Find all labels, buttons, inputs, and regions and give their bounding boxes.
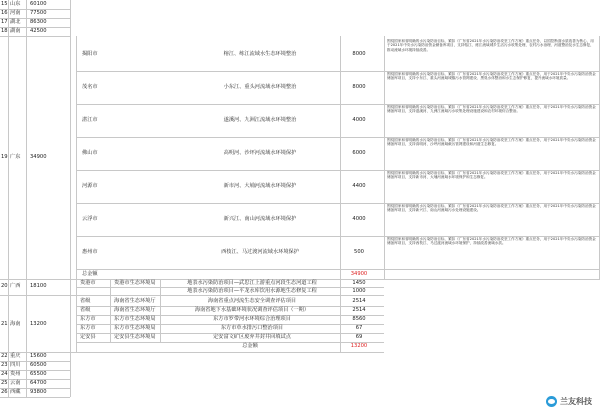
province-amount: 60100: [30, 1, 47, 7]
project-name: 海南省地下水基础环境状况调查评估项目（一期）: [194, 307, 310, 313]
grid-line: [0, 36, 70, 37]
project-amount: 8560: [352, 316, 366, 322]
project-city: 省级: [80, 307, 91, 313]
province-name: 广东: [10, 153, 21, 160]
row-number: 18: [1, 28, 8, 34]
project-description: 围绕国家和省明确的水污染防治目标，紧扣《广东省2021年水污染防治攻坚工作方案》重点任务，以国控断面水质改善为核心，用于2021年中央水污染防治资金储备库项目，支持榕江、练江流域城乡生活污水收集处理、农村污水治理、河道整治及水生态修复，推动流域水环境持续改善。: [387, 39, 594, 52]
grid-line: [160, 295, 161, 342]
province-name: 云南: [10, 380, 21, 386]
row-number: 17: [1, 19, 8, 25]
project-name: 地表水污染防治项目—平龙水库饮用水源地生态修复工程: [187, 288, 317, 294]
project-city: 惠州市: [82, 248, 98, 255]
project-name: 西枝江、马过渡河流域水环境保护: [221, 248, 299, 255]
grid-line: [0, 397, 70, 398]
province-amount: 18100: [30, 283, 47, 289]
row-number: 20: [1, 283, 8, 289]
project-city: 茂名市: [82, 83, 98, 90]
province-amount: 15600: [30, 353, 47, 359]
project-description: 围绕国家和省明确的水污染防治目标，紧扣《广东省2021年水污染防治攻坚工作方案》重点任务，用于2021年中央水污染防治资金储备库项目，支持新兴江、南山河流域污水处理设施建设。: [387, 204, 596, 213]
project-name: 定安富文矿区废弃井封井回填试点: [213, 334, 291, 340]
row-number: 26: [1, 389, 8, 395]
project-amount: 67: [355, 325, 363, 331]
province-amount: 64700: [30, 380, 47, 386]
project-description: 围绕国家和省明确的水污染防治目标，紧扣《广东省2021年水污染防治攻坚工作方案》重点任务，用于2021年中央水污染防治资金储备库项目，支持新市河、大埔河流域水环境保护和生态修复。: [387, 171, 596, 180]
project-amount: 8000: [352, 83, 366, 90]
column-divider: [26, 0, 27, 397]
project-amount: 1450: [352, 280, 366, 286]
project-name: 遂溪河、九洲江流域水环境整治: [223, 116, 297, 123]
province-name: 西藏: [10, 389, 21, 395]
grid-line: [76, 295, 77, 352]
grid-line: [76, 342, 384, 343]
total-amount: 13200: [350, 343, 368, 349]
province-amount: 42500: [30, 28, 47, 34]
project-city: 东方市: [80, 316, 96, 322]
grid-line: [76, 279, 77, 295]
project-city: 省级: [80, 298, 91, 304]
project-name: 高明河、沙坪河流域水环境保护: [223, 149, 297, 156]
province-amount: 86300: [30, 19, 47, 25]
province-amount: 93800: [30, 389, 47, 395]
province-name: 山东: [10, 1, 21, 7]
project-city: 佛山市: [82, 149, 98, 156]
project-city: 湛江市: [82, 116, 98, 123]
project-name: 榕江、练江流域水生态环境整治: [223, 50, 297, 57]
grid-line: [0, 352, 384, 353]
project-amount: 4000: [352, 215, 366, 222]
grid-line: [340, 295, 341, 352]
project-description: 围绕国家和省明确的水污染防治目标，紧扣《广东省2021年水污染防治攻坚工作方案》重点任务，用于2021年中央水污染防治资金储备库项目，支持高明河、沙坪河流域截污管网建设和河道生态修复。: [387, 138, 596, 147]
project-city: 定安县: [80, 334, 96, 340]
watermark-text: 兰友科技: [560, 397, 592, 406]
grid-line: [110, 279, 111, 295]
project-description: 围绕国家和省明确的水污染防治目标，紧扣《广东省2021年水污染防治攻坚工作方案》重点任务，用于2021年中央水污染防治资金储备库项目，支持遂溪河、九洲江流域污水收集处理设施建设和农村环境综合整治。: [387, 105, 596, 114]
project-city: 贵港市: [80, 280, 96, 286]
province-name: 海南: [10, 320, 21, 327]
grid-line: [0, 295, 384, 296]
total-label: 总金额: [82, 271, 98, 277]
row-number: 19: [1, 153, 8, 160]
row-number: 24: [1, 371, 8, 377]
project-name: 新市河、大埔河流域水环境保护: [223, 182, 297, 189]
column-divider: [8, 0, 9, 397]
project-amount: 69: [355, 334, 363, 340]
project-name: 海南省重点河流生态安全调查评估项目: [207, 298, 297, 304]
total-amount: 34900: [350, 271, 368, 277]
province-name: 河南: [10, 10, 21, 16]
project-amount: 2514: [352, 298, 366, 304]
project-city: 云浮市: [82, 215, 98, 222]
project-amount: 4000: [352, 116, 366, 123]
responsible-unit: 定安县生态环境局: [114, 334, 156, 340]
responsible-unit: 东方市生态环境局: [114, 325, 156, 331]
province-name: 重庆: [10, 353, 21, 359]
project-amount: 4400: [352, 182, 366, 189]
province-name: 广西: [10, 283, 21, 289]
province-name: 贵州: [10, 371, 21, 377]
province-amount: 60500: [30, 362, 47, 368]
watermark: [546, 396, 592, 407]
responsible-unit: 海南省生态环境厅: [114, 298, 156, 304]
grid-line: [384, 36, 385, 279]
responsible-unit: 贵港市生态环境局: [114, 280, 156, 286]
wechat-icon: [546, 396, 557, 407]
project-description: 围绕国家和省明确的水污染防治目标，紧扣《广东省2021年水污染防治攻坚工作方案》重点任务，用于2021年中央水污染防治资金储备库项目，支持小东江、重头河流域城镇污水管网建设、黑臭水体整治和水生态保护修复，提升流域水环境质量。: [387, 72, 596, 81]
province-amount: 34900: [30, 153, 47, 160]
row-number: 25: [1, 380, 8, 386]
project-city: 河源市: [82, 182, 98, 189]
province-amount: 77500: [30, 10, 47, 16]
project-description: 围绕国家和省明确的水污染防治目标，紧扣《广东省2021年水污染防治攻坚工作方案》重点任务，用于2021年中央水污染防治资金储备库项目，支持西枝江、马过渡河流域水环境保护，持续改善流域水质。: [387, 237, 596, 246]
project-amount: 6000: [352, 149, 366, 156]
row-number: 16: [1, 10, 8, 16]
project-name: 小东江、重头河流域水环境整治: [223, 83, 297, 90]
grid-line: [110, 295, 111, 342]
column-divider: [70, 0, 71, 397]
row-number: 15: [1, 1, 8, 7]
province-amount: 13200: [30, 320, 47, 327]
grid-line: [340, 279, 341, 295]
total-label: 总金额: [242, 343, 258, 349]
grid-line: [76, 269, 600, 270]
project-amount: 500: [354, 248, 364, 255]
responsible-unit: 东方市生态环境局: [114, 316, 156, 322]
responsible-unit: 海南省生态环境厅: [114, 307, 156, 313]
province-name: 湖北: [10, 19, 21, 25]
project-name: 地表水污染防治项目—武思江上游重点河段生态河道工程: [187, 280, 317, 286]
grid-line: [76, 36, 77, 279]
province-name: 湖南: [10, 28, 21, 34]
row-number: 23: [1, 362, 8, 368]
project-amount: 1000: [352, 288, 366, 294]
project-name: 东方市草水排污口整治项目: [220, 325, 284, 331]
project-amount: 2514: [352, 307, 366, 313]
project-name: 新兴江、南山河流域水环境保护: [223, 215, 297, 222]
project-city: 揭阳市: [82, 50, 98, 57]
row-number: 22: [1, 353, 8, 359]
grid-line: [340, 36, 341, 279]
project-amount: 8000: [352, 50, 366, 57]
province-name: 四川: [10, 362, 21, 368]
project-city: 东方市: [80, 325, 96, 331]
grid-line: [160, 279, 161, 295]
row-number: 21: [1, 320, 8, 327]
province-amount: 65500: [30, 371, 47, 377]
project-name: 东方市罗带河水环境综合治理项目: [213, 316, 291, 322]
